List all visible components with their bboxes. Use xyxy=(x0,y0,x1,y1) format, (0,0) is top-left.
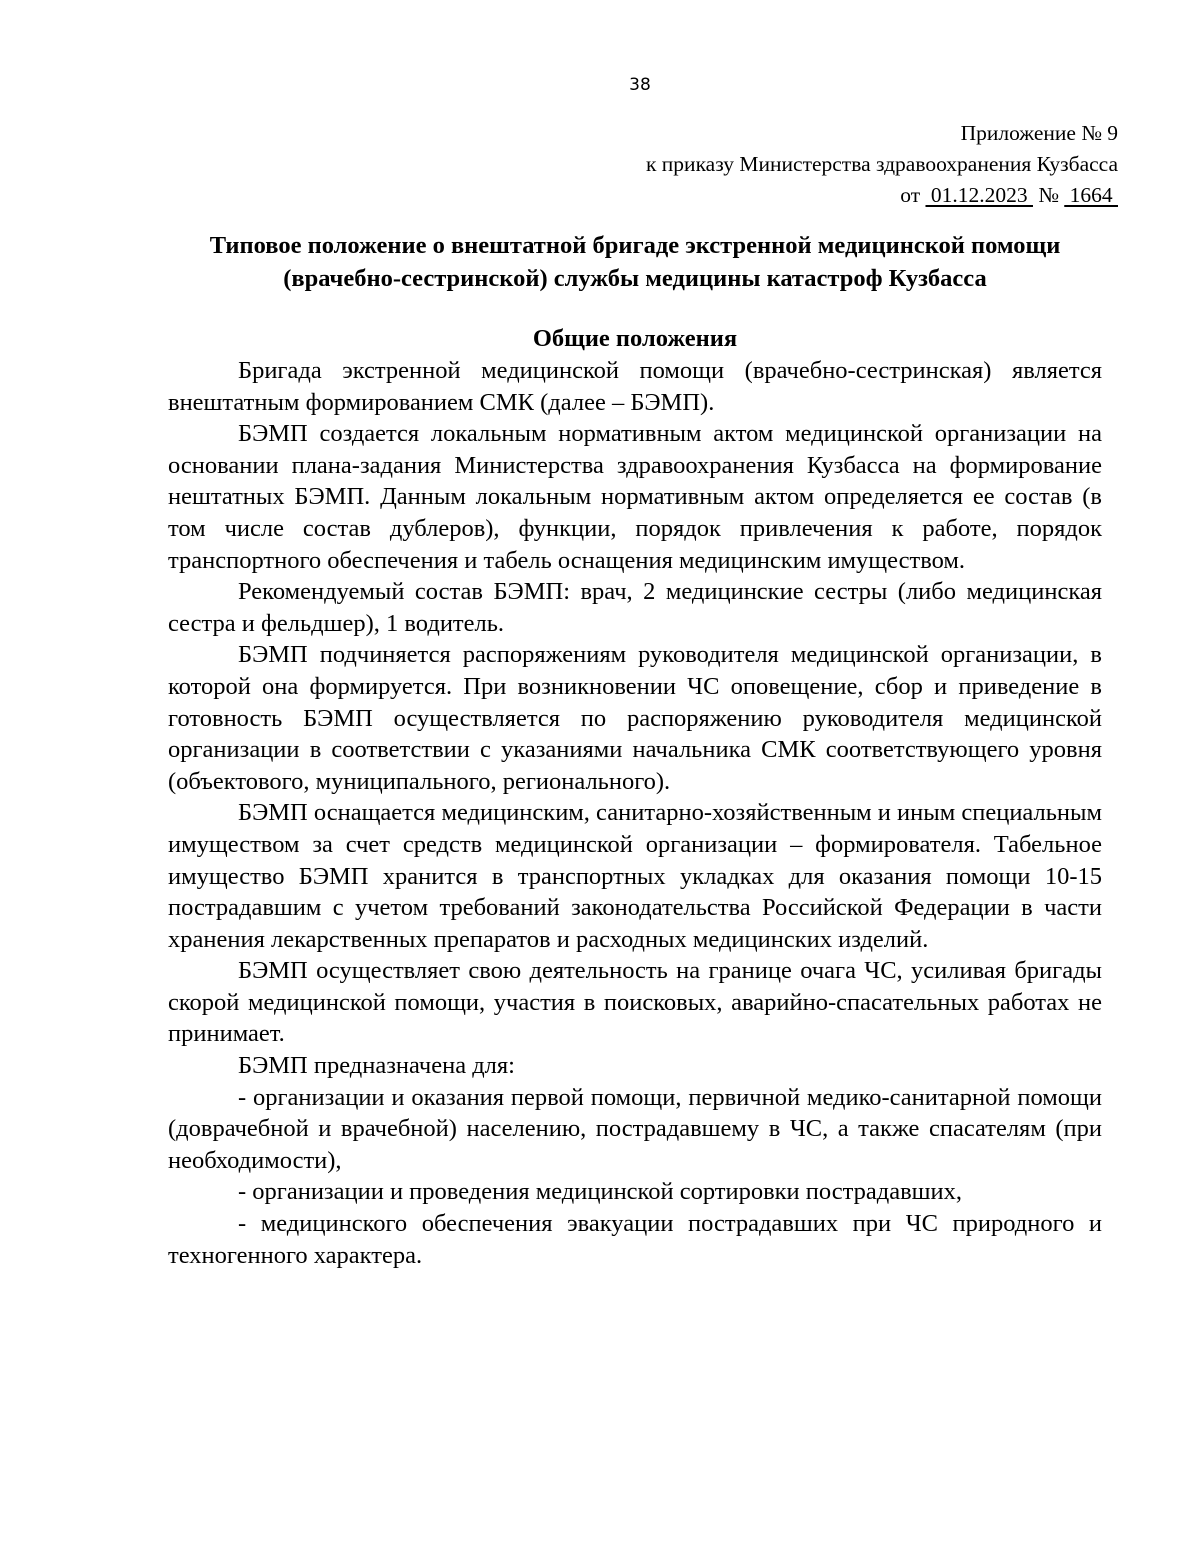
appendix-title: Приложение № 9 xyxy=(960,121,1118,145)
paragraph: Рекомендуемый состав БЭМП: врач, 2 медицинские сестры (либо медицинская сестра и фельдшер), 1 водитель. xyxy=(168,578,1102,637)
paragraph: Бригада экстренной медицинской помощи (врачебно-сестринская) является внештатным формированием СМК (далее – БЭМП). xyxy=(168,357,1102,416)
page-number: 38 xyxy=(629,75,651,95)
list-item: - медицинского обеспечения эвакуации пострадавших при ЧС природного и техногенного характера. xyxy=(168,1210,1102,1269)
paragraph: БЭМП предназначена для: xyxy=(238,1052,515,1080)
order-date: 01.12.2023 xyxy=(925,183,1033,207)
appendix-order-reference: к приказу Министерства здравоохранения Кузбасса xyxy=(645,152,1118,176)
order-number: 1664 xyxy=(1064,183,1118,207)
from-label: от xyxy=(900,183,921,207)
paragraph: БЭМП оснащается медицинским, санитарно-хозяйственным и иным специальным имуществом за счет средств медицинской организации – формирователя. Табельное имущество БЭМП хранится в транспортных укладках для оказания помощи 10-15 пострадавшим с учетом требований законодательства Российской Федерации в части хранения лекарственных препаратов и расходных медицинских изделий. xyxy=(168,799,1102,953)
paragraph: БЭМП создается локальным нормативным актом медицинской организации на основании плана-задания Министерства здравоохранения Кузбасса на формирование нештатных БЭМП. Данным локальным нормативным актом определяется ее состав (в том числе состав дублеров), функции, порядок привлечения к работе, порядок транспортного обеспечения и табель оснащения медицинским имуществом. xyxy=(168,420,1102,574)
document-title: Типовое положение о внештатной бригаде экстренной медицинской помощи (врачебно-сестринской) службы медицины катастроф Кузбасса xyxy=(209,232,1061,292)
number-label: № xyxy=(1038,183,1059,207)
document-body xyxy=(168,355,1102,1271)
paragraph: БЭМП подчиняется распоряжениям руководителя медицинской организации, в которой она формируется. При возникновении ЧС оповещение, сбор и приведение в готовность БЭМП осуществляется по распоряжению руководителя медицинской организации в соответствии с указаниями начальника СМК соответствующего уровня (объектового, муниципального, регионального). xyxy=(168,641,1102,795)
paragraph: БЭМП осуществляет свою деятельность на границе очага ЧС, усиливая бригады скорой медицинской помощи, участия в поисковых, аварийно-спасательных работах не принимает. xyxy=(168,957,1102,1048)
appendix-header xyxy=(646,118,1118,211)
appendix-date-number-line xyxy=(646,180,1118,211)
section-heading: Общие положения xyxy=(532,325,738,352)
list-item: - организации и проведения медицинской сортировки пострадавших, xyxy=(238,1178,963,1206)
list-item: - организации и оказания первой помощи, первичной медико-санитарной помощи (доврачебной и врачебной) населению, пострадавшему в ЧС, а также спасателям (при необходимости), xyxy=(168,1083,1102,1174)
